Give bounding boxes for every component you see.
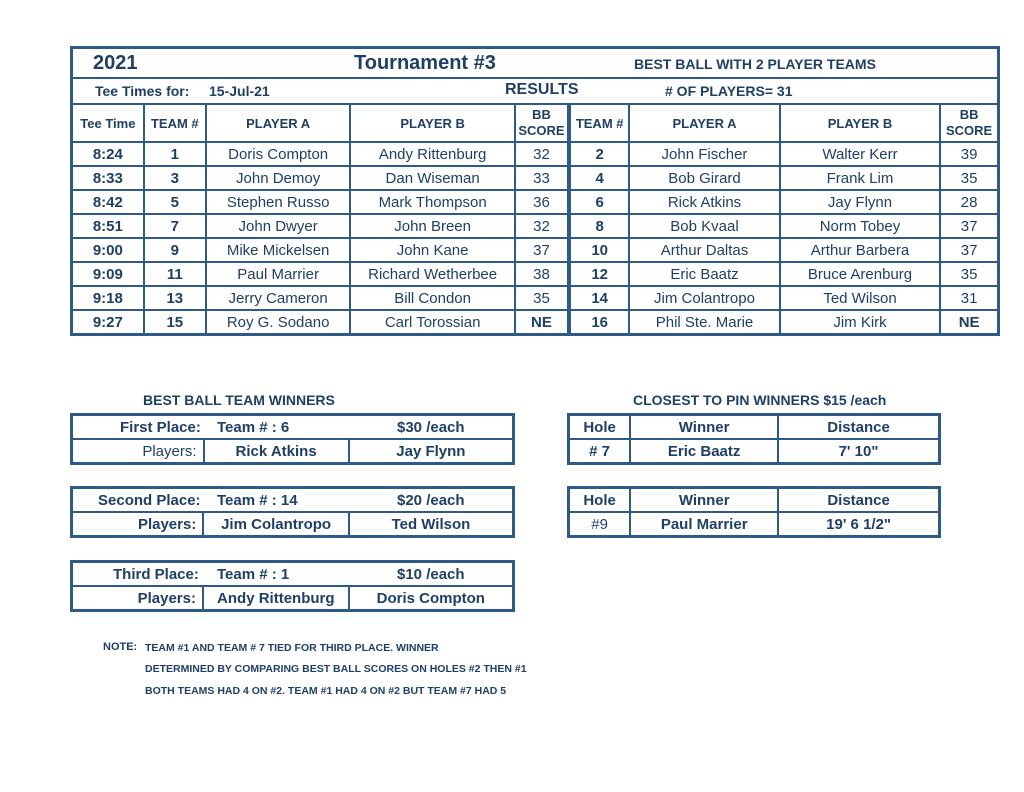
first-place-row [72, 415, 514, 440]
pin-box-1 [567, 413, 941, 465]
third-place-label: Third Place: [113, 566, 199, 583]
col-team-2: TEAM # [569, 104, 629, 142]
first-place-prize: $30 /each [397, 419, 465, 436]
pin2-hole-header: Hole [569, 488, 631, 513]
pin2-hole: #9 [569, 512, 631, 537]
second-place-team: Team # : 14 [217, 492, 298, 509]
first-place-label: First Place: [120, 419, 201, 436]
player-a: Paul Marrier [206, 262, 350, 286]
bb-score: 36 [515, 190, 569, 214]
player-a: Jim Colantropo [629, 286, 779, 310]
player-a: Bob Kvaal [629, 214, 779, 238]
table-row [72, 190, 999, 214]
results-label: RESULTS [505, 81, 579, 98]
second-place-prize: $20 /each [397, 492, 465, 509]
player-a: Eric Baatz [629, 262, 779, 286]
player-a: John Dwyer [206, 214, 350, 238]
results-table [70, 46, 1000, 336]
tee-time: 9:00 [72, 238, 144, 262]
pin1-hole: # 7 [569, 439, 631, 464]
player-b: Richard Wetherbee [350, 262, 515, 286]
player-a: Roy G. Sodano [206, 310, 350, 335]
first-players-label: Players: [72, 439, 204, 464]
col-bb-score-2 [940, 104, 998, 142]
winners-title: BEST BALL TEAM WINNERS [143, 392, 335, 408]
third-player-a: Andy Rittenburg [203, 586, 349, 611]
table-row [72, 214, 999, 238]
player-b: John Breen [350, 214, 515, 238]
bb-score: 35 [940, 262, 998, 286]
team-number: 4 [569, 166, 629, 190]
second-place-label: Second Place: [98, 492, 201, 509]
team-number: 14 [569, 286, 629, 310]
year: 2021 [93, 52, 138, 74]
player-b: Jim Kirk [780, 310, 941, 335]
player-b: Andy Rittenburg [350, 142, 515, 166]
player-b: Walter Kerr [780, 142, 941, 166]
second-player-a: Jim Colantropo [203, 512, 349, 537]
num-players: # OF PLAYERS= 31 [665, 83, 793, 99]
pin-box-2 [567, 486, 941, 538]
third-place-box [70, 560, 515, 612]
player-a: Doris Compton [206, 142, 350, 166]
player-b: Bruce Arenburg [780, 262, 941, 286]
col-bb-score-1 [515, 104, 569, 142]
second-players-label: Players: [72, 512, 204, 537]
team-number: 16 [569, 310, 629, 335]
pin2-winner-header: Winner [630, 488, 778, 513]
bb-score: 37 [515, 238, 569, 262]
pin2-distance-header: Distance [778, 488, 939, 513]
col-team-1: TEAM # [144, 104, 206, 142]
player-b: Carl Torossian [350, 310, 515, 335]
team-number: 15 [144, 310, 206, 335]
player-b: Frank Lim [780, 166, 941, 190]
player-a: Mike Mickelsen [206, 238, 350, 262]
bb-score: 39 [940, 142, 998, 166]
second-place-row [72, 488, 514, 513]
table-row [72, 238, 999, 262]
bb-score: 38 [515, 262, 569, 286]
bb-score: NE [515, 310, 569, 335]
player-a: John Fischer [629, 142, 779, 166]
col-player-b-1: PLAYER B [350, 104, 515, 142]
score-label: SCORE [518, 123, 565, 138]
player-b: Arthur Barbera [780, 238, 941, 262]
bb-score: 35 [940, 166, 998, 190]
bb-score: 31 [940, 286, 998, 310]
pin1-distance: 7' 10" [778, 439, 939, 464]
first-player-a: Rick Atkins [204, 439, 349, 464]
table-row [72, 142, 999, 166]
player-a: John Demoy [206, 166, 350, 190]
second-player-b: Ted Wilson [349, 512, 514, 537]
note-label: NOTE: [103, 641, 138, 653]
pin-title: CLOSEST TO PIN WINNERS $15 /each [633, 392, 887, 408]
third-place-team: Team # : 1 [217, 566, 290, 583]
player-b: Jay Flynn [780, 190, 941, 214]
team-number: 10 [569, 238, 629, 262]
pin2-distance: 19' 6 1/2" [778, 512, 939, 537]
third-place-row [72, 562, 514, 587]
bb-label: BB [959, 107, 979, 122]
team-number: 5 [144, 190, 206, 214]
first-place-box [70, 413, 515, 465]
format-title: BEST BALL WITH 2 PLAYER TEAMS [634, 56, 876, 72]
col-player-b-2: PLAYER B [780, 104, 941, 142]
pin1-winner-header: Winner [630, 415, 778, 440]
player-b: Bill Condon [350, 286, 515, 310]
team-number: 6 [569, 190, 629, 214]
second-place-box [70, 486, 515, 538]
pin2-winner: Paul Marrier [630, 512, 778, 537]
player-b: Ted Wilson [780, 286, 941, 310]
player-b: Mark Thompson [350, 190, 515, 214]
bb-label: BB [532, 107, 551, 122]
tee-time: 9:27 [72, 310, 144, 335]
pin1-hole-header: Hole [569, 415, 631, 440]
team-number: 13 [144, 286, 206, 310]
bb-score: 35 [515, 286, 569, 310]
tee-times-label: Tee Times for: [95, 83, 190, 99]
player-b: Dan Wiseman [350, 166, 515, 190]
col-player-a-2: PLAYER A [629, 104, 779, 142]
tee-time: 8:33 [72, 166, 144, 190]
team-number: 12 [569, 262, 629, 286]
tee-time: 8:42 [72, 190, 144, 214]
third-player-b: Doris Compton [349, 586, 514, 611]
tee-time: 9:18 [72, 286, 144, 310]
team-number: 8 [569, 214, 629, 238]
tee-time: 9:09 [72, 262, 144, 286]
player-a: Stephen Russo [206, 190, 350, 214]
third-players-label: Players: [72, 586, 203, 611]
pin1-winner: Eric Baatz [630, 439, 778, 464]
note-line-1: TEAM #1 AND TEAM # 7 TIED FOR THIRD PLACE. WINNER [145, 642, 439, 654]
table-row [72, 310, 999, 335]
first-player-b: Jay Flynn [349, 439, 514, 464]
tee-time: 8:51 [72, 214, 144, 238]
note-line-3: BOTH TEAMS HAD 4 ON #2. TEAM #1 HAD 4 ON #2 BUT TEAM #7 HAD 5 [145, 685, 507, 697]
tournament-title: Tournament #3 [354, 52, 496, 74]
first-place-team: Team # : 6 [217, 419, 290, 436]
bb-score: 32 [515, 142, 569, 166]
team-number: 1 [144, 142, 206, 166]
score-label: SCORE [946, 123, 993, 138]
title-bar [72, 48, 999, 79]
table-row [72, 166, 999, 190]
player-a: Phil Ste. Marie [629, 310, 779, 335]
tee-date: 15-Jul-21 [209, 83, 270, 99]
team-number: 9 [144, 238, 206, 262]
player-a: Rick Atkins [629, 190, 779, 214]
player-a: Jerry Cameron [206, 286, 350, 310]
bb-score: NE [940, 310, 998, 335]
bb-score: 37 [940, 238, 998, 262]
team-number: 2 [569, 142, 629, 166]
player-b: John Kane [350, 238, 515, 262]
results-body [72, 142, 999, 335]
tee-time: 8:24 [72, 142, 144, 166]
table-row [72, 262, 999, 286]
bb-score: 28 [940, 190, 998, 214]
player-a: Bob Girard [629, 166, 779, 190]
bb-score: 33 [515, 166, 569, 190]
note-line-2: DETERMINED BY COMPARING BEST BALL SCORES ON HOLES #2 THEN #1 [145, 663, 527, 675]
col-tee-time: Tee Time [72, 104, 144, 142]
player-b: Norm Tobey [780, 214, 941, 238]
table-row [72, 286, 999, 310]
player-a: Arthur Daltas [629, 238, 779, 262]
team-number: 11 [144, 262, 206, 286]
bb-score: 37 [940, 214, 998, 238]
team-number: 3 [144, 166, 206, 190]
col-player-a-1: PLAYER A [206, 104, 350, 142]
third-place-prize: $10 /each [397, 566, 465, 583]
pin1-distance-header: Distance [778, 415, 939, 440]
team-number: 7 [144, 214, 206, 238]
subtitle-bar [72, 78, 999, 104]
bb-score: 32 [515, 214, 569, 238]
